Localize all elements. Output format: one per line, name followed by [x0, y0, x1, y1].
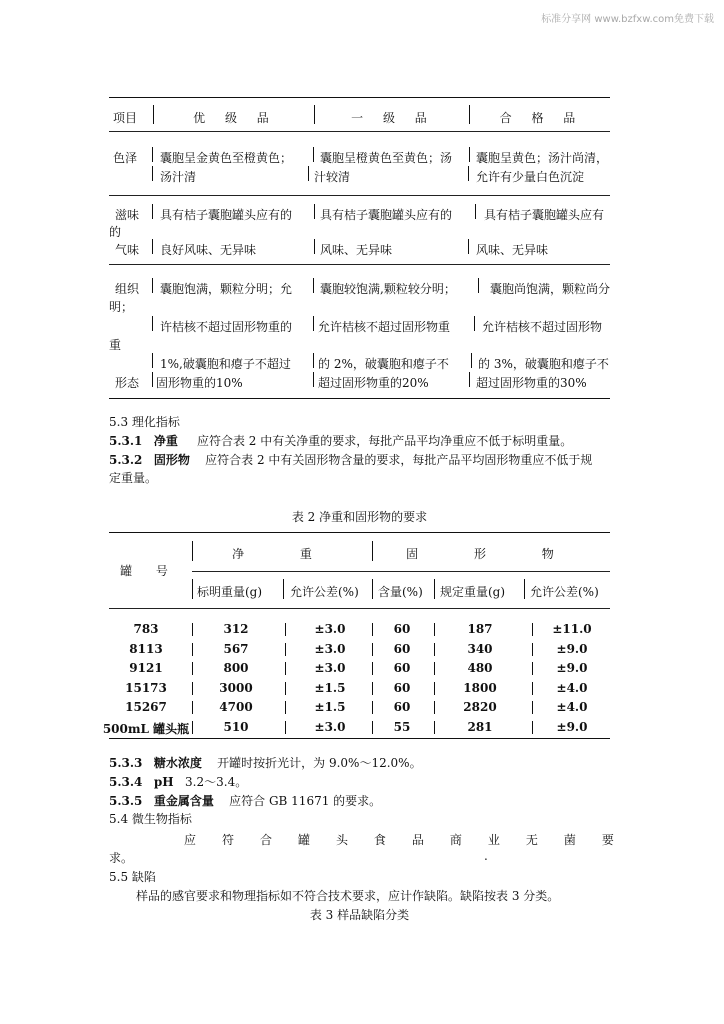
column-divider [313, 372, 314, 387]
table-cell: ±4.0 [556, 700, 588, 714]
table-cell: 允许有少量白色沉淀 [476, 170, 585, 184]
table-header: 合 格 品 [499, 111, 584, 125]
row-label: 重 [109, 338, 122, 352]
clause-title: 糖水浓度 [153, 756, 202, 770]
table-rule [109, 608, 610, 609]
column-divider [469, 372, 470, 387]
table-cell: 340 [467, 641, 493, 656]
clause-title: 固形物 [153, 453, 190, 467]
table-cell: ±11.0 [552, 622, 592, 636]
table-subheader: 允许公差(%) [530, 585, 599, 599]
justified-char: 符 [221, 833, 234, 847]
table-cell: ±3.0 [314, 661, 346, 675]
table-cell: 风味、无异味 [320, 243, 393, 257]
column-divider [313, 316, 314, 331]
table-cell: ±3.0 [314, 719, 346, 734]
column-divider [434, 643, 435, 656]
column-divider [192, 662, 193, 675]
table-header: 固 形 物 [406, 547, 580, 561]
table-cell: 312 [223, 622, 249, 636]
justified-char: 合 [259, 833, 272, 847]
paragraph-5-3-2 [109, 451, 592, 468]
table-cell: ±1.5 [314, 680, 346, 695]
table-cell: 281 [467, 719, 493, 734]
table-header: 罐 号 [120, 564, 178, 578]
table-cell: 囊胞较饱满,颗粒较分明； [320, 282, 456, 296]
table-subheader: 含量(%) [378, 585, 423, 599]
table-cell: ±9.0 [556, 641, 588, 656]
table-header: 项目 [113, 111, 138, 125]
column-divider [524, 579, 525, 599]
paragraph-5-3-3 [109, 754, 422, 771]
column-divider [153, 105, 154, 124]
column-divider [372, 541, 373, 561]
row-label: 滋味 [115, 208, 140, 222]
table-cell: 480 [467, 661, 493, 675]
table-cell: 4700 [219, 700, 253, 714]
table-rule [109, 264, 610, 265]
table-row-label: 15173 [125, 680, 167, 695]
table-cell: 汤汁清 [160, 170, 197, 184]
table-cell: ±4.0 [556, 680, 588, 695]
punctuation-mark: . [484, 849, 488, 863]
clause-text: 应符合表 2 中有关固形物含量的要求，每批产品平均固形物重应不低于规 [205, 453, 593, 467]
column-divider [469, 147, 470, 162]
column-divider [372, 579, 373, 599]
column-divider [192, 643, 193, 656]
table-cell: 具有桔子囊胞罐头应有的 [160, 208, 293, 222]
table-header: 净 重 [232, 547, 338, 561]
column-divider [372, 662, 373, 675]
justified-char: 无 [525, 833, 538, 847]
table-cell: 60 [393, 641, 411, 656]
column-divider [372, 701, 373, 714]
column-divider [152, 353, 153, 368]
table-row-label: 9121 [129, 661, 163, 675]
clause-number: 5.3.5 [109, 794, 143, 808]
column-divider [314, 204, 315, 219]
column-divider [469, 105, 470, 124]
section-heading: 5.4 微生物指标 [109, 812, 192, 826]
table-cell: 60 [393, 661, 411, 675]
table-cell: 囊胞尚饱满，颗粒尚分 [490, 282, 611, 296]
clause-text: 应符合 GB 11671 的要求。 [229, 794, 382, 808]
table-cell: 风味、无异味 [476, 243, 549, 257]
table-row-label: 783 [133, 622, 159, 636]
column-divider [532, 721, 533, 734]
column-divider [192, 701, 193, 714]
column-divider [474, 316, 475, 331]
table-cell: 囊胞呈黄色；汤汁尚清， [476, 151, 609, 165]
justified-char: 商 [449, 833, 462, 847]
column-divider [532, 662, 533, 675]
column-divider [152, 166, 153, 181]
table-cell: ±3.0 [314, 641, 346, 656]
column-divider [314, 239, 315, 254]
column-divider [285, 662, 286, 675]
column-divider [308, 166, 309, 181]
table-cell: 60 [393, 680, 411, 695]
column-divider [192, 721, 193, 734]
clause-text: 3.2～3.4。 [185, 775, 248, 789]
table-cell: 囊胞呈金黄色至橙黄色； [160, 151, 293, 165]
column-divider [152, 372, 153, 387]
justified-paragraph [184, 831, 614, 848]
table-row-label: 8113 [129, 641, 163, 656]
row-label: 明； [109, 300, 134, 314]
column-divider [434, 701, 435, 714]
section-heading: 5.5 缺陷 [109, 870, 156, 884]
column-divider [152, 204, 153, 219]
column-divider [434, 579, 435, 599]
table-row-label: 15267 [125, 700, 167, 714]
column-divider [313, 147, 314, 162]
clause-number: 5.3.3 [109, 756, 143, 770]
column-divider [532, 623, 533, 636]
table-cell: 55 [393, 719, 411, 734]
column-divider [152, 316, 153, 331]
table-rule [192, 571, 610, 572]
clause-number: 5.3.2 [109, 453, 143, 467]
table-cell: 囊胞饱满，颗粒分明；允 [160, 282, 293, 296]
column-divider [152, 147, 153, 162]
row-label: 形态 [115, 376, 140, 390]
table-header: 一 级 品 [351, 111, 435, 125]
table-cell: 汁较清 [314, 170, 351, 184]
column-divider [285, 721, 286, 734]
table-cell: 超过固形物重的30% [476, 376, 587, 390]
column-divider [434, 682, 435, 695]
table-cell: 510 [223, 719, 249, 734]
paragraph-5-3-5 [109, 792, 381, 809]
justified-char: 菌 [563, 833, 576, 847]
watermark: 标准分享网 www.bzfxw.com免费下载 [541, 14, 714, 25]
column-divider [475, 204, 476, 219]
column-divider [314, 105, 315, 124]
table-subheader: 规定重量(g) [440, 585, 506, 599]
column-divider [313, 278, 314, 293]
table-rule [109, 398, 610, 399]
row-label: 色泽 [113, 151, 138, 165]
table-cell: 具有桔子囊胞罐头应有的 [320, 208, 453, 222]
table-caption: 表 2 净重和固形物的要求 [291, 510, 428, 524]
row-label: 的 [109, 225, 122, 239]
paragraph-5-3-1 [109, 432, 572, 449]
table-cell: 1800 [463, 680, 497, 695]
column-divider [283, 579, 284, 599]
column-divider [285, 643, 286, 656]
table-cell: 的 2%，破囊胞和瘪子不 [318, 357, 449, 371]
table-subheader: 允许公差(%) [290, 585, 359, 599]
table-cell: ±9.0 [556, 719, 588, 734]
column-divider [532, 701, 533, 714]
column-divider [285, 623, 286, 636]
justified-char: 应 [184, 833, 197, 847]
column-divider [192, 579, 193, 599]
clause-text: 应符合表 2 中有关净重的要求，每批产品平均净重应不低于标明重量。 [196, 434, 573, 448]
column-divider [372, 623, 373, 636]
table-rule [109, 131, 610, 132]
column-divider [192, 682, 193, 695]
column-divider [468, 239, 469, 254]
column-divider [192, 623, 193, 636]
column-divider [471, 353, 472, 368]
column-divider [532, 643, 533, 656]
paragraph: 样品的感官要求和物理指标如不符合技术要求，应计作缺陷。缺陷按表 3 分类。 [136, 889, 560, 903]
justified-char: 品 [411, 833, 424, 847]
table-rule [109, 532, 610, 533]
table-cell: ±3.0 [314, 622, 346, 636]
table-cell: 固形物重的10% [156, 376, 243, 390]
table-cell: ±1.5 [314, 700, 346, 714]
column-divider [313, 353, 314, 368]
column-divider [372, 643, 373, 656]
column-divider [285, 701, 286, 714]
column-divider [285, 682, 286, 695]
table-cell: 567 [223, 641, 249, 656]
justified-char: 业 [487, 833, 500, 847]
table-rule [109, 195, 610, 196]
column-divider [192, 541, 193, 561]
table-subheader: 标明重量(g) [197, 585, 263, 599]
table-cell: ±9.0 [556, 661, 588, 675]
column-divider [372, 721, 373, 734]
column-divider [434, 623, 435, 636]
table-cell: 超过固形物重的20% [318, 376, 429, 390]
column-divider [434, 662, 435, 675]
justified-char: 罐 [297, 833, 310, 847]
column-divider [532, 682, 533, 695]
row-label: 组织 [115, 282, 140, 296]
row-label: 气味 [115, 243, 140, 257]
column-divider [372, 682, 373, 695]
table-cell: 许桔核不超过固形物重的 [160, 320, 293, 334]
paragraph-5-3-4 [109, 773, 247, 790]
table-cell: 60 [393, 622, 411, 636]
clause-title: pH [153, 775, 174, 789]
table-cell: 允许桔核不超过固形物重 [318, 320, 451, 334]
justified-char: 头 [335, 833, 348, 847]
column-divider [434, 721, 435, 734]
paragraph-continuation: 定重量。 [109, 471, 158, 485]
justified-char: 食 [373, 833, 386, 847]
column-divider [152, 278, 153, 293]
table-cell: 良好风味、无异味 [160, 243, 257, 257]
clause-title: 净重 [153, 434, 178, 448]
justified-char: 要 [601, 833, 614, 847]
table-rule [109, 97, 610, 98]
table-cell: 的 3%，破囊胞和瘪子不 [478, 357, 609, 371]
table-cell: 187 [467, 622, 493, 636]
table-cell: 2820 [463, 700, 497, 714]
table-cell: 1%,破囊胞和瘪子不超过 [160, 357, 291, 371]
table-caption: 表 3 样品缺陷分类 [309, 908, 410, 922]
table-row-label: 500mL 罐头瓶 [102, 721, 190, 736]
table-rule [109, 738, 610, 739]
table-cell: 800 [223, 661, 249, 675]
clause-title: 重金属含量 [153, 794, 214, 808]
clause-text: 开罐时按折光计，为 9.0%～12.0%。 [217, 756, 422, 770]
table-header: 优 级 品 [193, 111, 277, 125]
table-cell: 60 [393, 700, 411, 714]
clause-number: 5.3.1 [109, 434, 143, 448]
column-divider [468, 166, 469, 181]
paragraph-continuation: 求。 [109, 851, 134, 865]
table-cell: 允许桔核不超过固形物 [482, 320, 603, 334]
table-cell: 3000 [219, 680, 253, 695]
column-divider [152, 239, 153, 254]
section-heading: 5.3 理化指标 [109, 415, 180, 429]
table-cell: 具有桔子囊胞罐头应有 [484, 208, 605, 222]
clause-number: 5.3.4 [109, 775, 143, 789]
column-divider [478, 278, 479, 293]
table-cell: 囊胞呈橙黄色至黄色；汤 [320, 151, 453, 165]
